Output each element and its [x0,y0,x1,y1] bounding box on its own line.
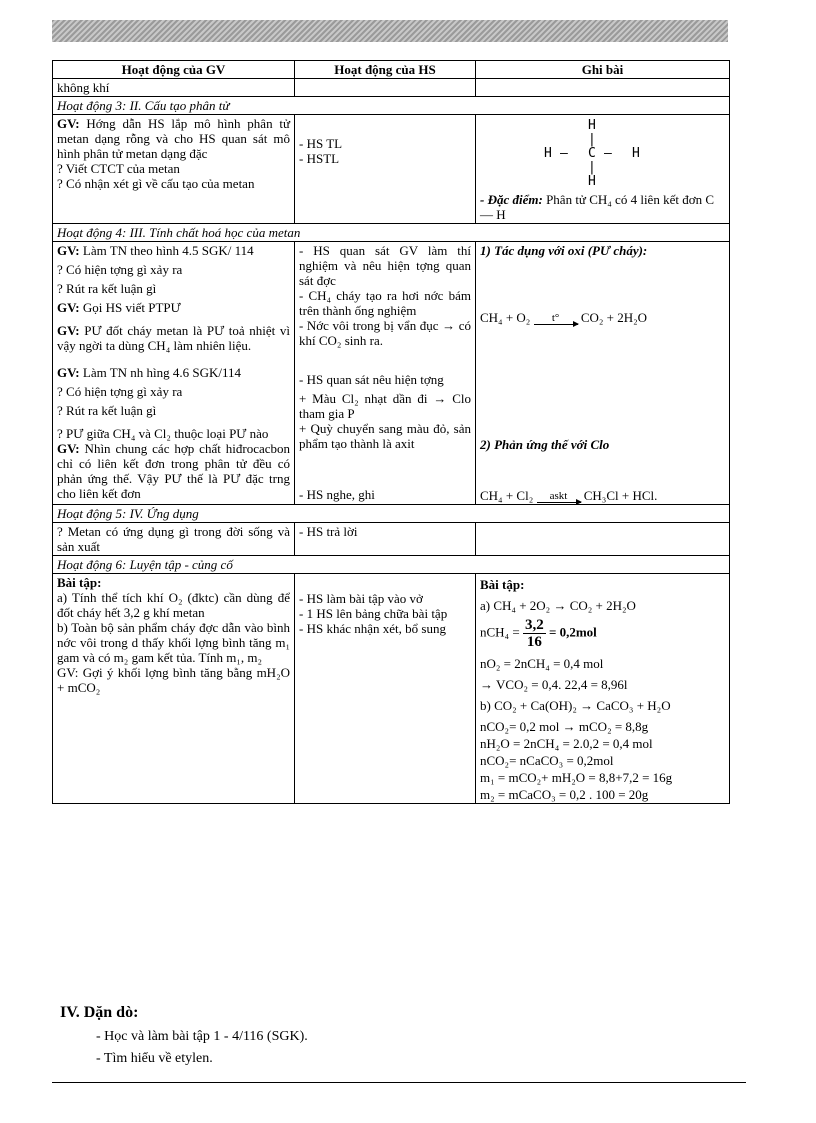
section-4-title: Hoạt động 4: III. Tính chất hoá học của metan [53,224,730,242]
r3-notes-cell: H | H — C — H | H - Đặc điểm: Phân tử CH₄ có 4 liên kết đơn C — H [476,115,730,224]
homework-item: - Tìm hiểu về etylen. [96,1051,213,1066]
section-6-title: Hoạt động 6: Luyện tập - củng cố [53,556,730,574]
r5-gv-cell: ? Metan có ứng dụng gì trong đời sống và sản xuất [53,523,295,556]
section-3-title: Hoạt động 3: II. Cấu tạo phân tử [53,97,730,115]
r6-gv-cell: Bài tập: a) Tính thể tích khí O₂ (đktc) cần dùng để đốt cháy hết 3,2 g khí metan b) Toàn bộ sản phẩm cháy đợc dẫn vào bình nớc vôi trong d thấy khối lợng bình tăng m₁ gam và có m₂ gam kết tủa. Tính m₁, m₂ GV: Gợi ý khối lợng bình tăng bằng mH₂O + mCO₂ [53,574,295,804]
table-row [53,115,730,224]
homework-title: IV. Dặn dò: [60,1004,139,1021]
section-row [53,97,730,115]
r5-hs-cell: - HS trả lời [295,523,476,556]
table-row [53,574,730,804]
table-row [53,242,730,505]
section-row [53,505,730,523]
footer-divider [52,1082,746,1083]
homework-item: - Học và làm bài tập 1 - 4/116 (SGK). [96,1029,308,1044]
header-notes: Ghi bài [476,61,730,79]
table-header-row [53,61,730,79]
lesson-table [52,60,730,804]
r6-hs-cell: - HS làm bài tập vào vở - 1 HS lên bảng chữa bài tập - HS khác nhận xét, bổ sung [295,574,476,804]
homework-section [60,1004,740,1070]
arrow-icon: askt [537,491,581,503]
substitution-equation: CH₄ + Cl₂ askt CH₃Cl + HCl. [480,488,658,504]
section-row [53,556,730,574]
header-gv: Hoạt động của GV [53,61,295,79]
table-row [53,523,730,556]
section-5-title: Hoạt động 5: IV. Ứng dụng [53,505,730,523]
combustion-equation: CH₄ + O₂ t° CO₂ + 2H₂O [480,310,648,325]
r3-hs-cell: - HS TL - HSTL [295,115,476,224]
carry-gv: không khí [53,79,295,97]
molar-fraction: nCH₄ = $\frac{3,2}{16}$ = 0,2mol [480,617,597,651]
r4-hs-cell: - HS quan sát GV làm thí nghiệm và nêu hiện tợng quan sát đợc - CH₄ cháy tạo ra hơi nớc bám trên thành ống nghiệm - Nớc vôi trong bị vẩn đục → có khí CO₂ sinh ra. - HS quan sát nêu hiện tợng + Màu Cl₂ nhạt dần đi → Clo tham gia P + Quỳ chuyển sang màu đỏ, sản phẩm tạo thành là axit - HS nghe, ghi [295,242,476,505]
arrow-icon: t° [534,313,578,325]
r4-gv-cell: GV: Làm TN theo hình 4.5 SGK/ 114 ? Có hiện tợng gì xảy ra ? Rút ra kết luận gì GV: Gọi HS viết PTPƯ GV: PƯ đốt cháy metan là PƯ toả nhiệt vì vậy ngời ta dùng CH₄ làm nhiên liệu. GV: Làm TN nh hìng 4.6 SGK/114 ? Có hiện tợng gì xảy ra ? Rút ra kết luận gì ? PƯ giữa CH₄ và Cl₂ thuộc loại PƯ nào GV: Nhìn chung các hợp chất hiđrocacbon chỉ có liên kết đơn trong phân tử đều có phản ứng thế. Vậy PƯ thế là PƯ đặc trng cho liên kết đơn [53,242,295,505]
methane-structure: H | H — C — H | H [544,118,640,189]
carry-row [53,79,730,97]
header-hs: Hoạt động của HS [295,61,476,79]
r6-notes-cell: Bài tập: a) CH₄ + 2O₂ → CO₂ + 2H₂O nCH₄ = $\frac{3,2}{16}$ = 0,2mol nO₂ = 2nCH₄ = 0,4 mol → VCO₂ = 0,4. 22,4 = 8,96l b) CO₂ + Ca(OH)₂ → CaCO₃ + H₂O nCO₂= 0,2 mol → mCO₂ = 8,8g nH₂O = 2nCH₄ = 2.0,2 = 0,4 mol nCO₂= nCaCO₃ = 0,2mol m₁ = mCO₂+ mH₂O = 8,8+7,2 = 16g m₂ = mCaCO₃ = 0,2 . 100 = 20g [476,574,730,804]
header-pattern-bar [52,20,728,42]
r4-notes-cell: 1) Tác dụng với oxi (PƯ cháy): CH₄ + O₂ t° CO₂ + 2H₂O 2) Phản ứng thế với Clo CH₄ + Cl₂ askt CH₃Cl + HCl. [476,242,730,505]
section-row [53,224,730,242]
r3-gv-cell: GV: Hớng dẫn HS lắp mô hình phân tử metan dạng rỗng và cho HS quan sát mô hình phân tử metan dạng đặc ? Viết CTCT của metan ? Có nhận xét gì về cấu tạo của metan [53,115,295,224]
